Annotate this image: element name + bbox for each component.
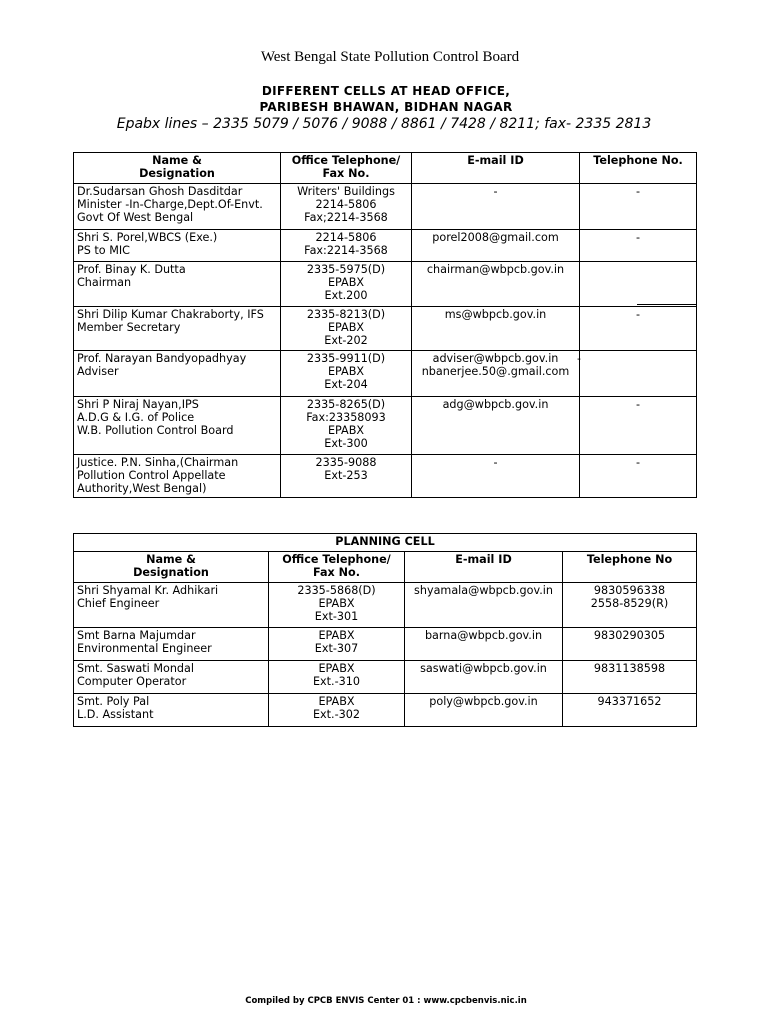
cell-line: E-mail ID — [467, 154, 524, 167]
table-header-row — [74, 552, 697, 583]
cell-line: Ext.-302 — [312, 708, 361, 721]
cell-line: EPABX — [327, 321, 365, 334]
table-row — [74, 230, 697, 262]
planning-cell-title: PLANNING CELL — [74, 534, 697, 552]
document-subtitle-2: PARIBESH BHAWAN, BIDHAN NAGAR — [259, 100, 513, 114]
cell-office-phone — [281, 397, 412, 455]
cell-line: EPABX — [327, 365, 365, 378]
cell-office-phone — [269, 583, 405, 628]
table-row — [74, 694, 697, 727]
cell-email — [412, 184, 580, 230]
cell-email — [405, 583, 563, 628]
cell-office-phone — [281, 455, 412, 498]
cell-email — [405, 628, 563, 661]
epabx-line: Epabx lines – 2335 5079 / 5076 / 9088 / 8861 / 7428 / 8211; fax- 2335 2813 — [116, 116, 652, 132]
cell-line: Fax:2214-3568 — [304, 244, 388, 257]
cell-line: - — [493, 456, 498, 469]
cell-line: Shri P Niraj Nayan,IPS — [77, 398, 199, 411]
cell-line: chairman@wbpcb.gov.in — [426, 263, 565, 276]
cell-name — [74, 628, 269, 661]
cell-email — [405, 694, 563, 727]
cell-line: Ext-202 — [324, 334, 368, 347]
cell-line: Designation — [139, 167, 215, 180]
cell-line: Fax;2214-3568 — [304, 211, 388, 224]
cell-line: Telephone No. — [593, 154, 683, 167]
cell-line: Ext-253 — [324, 469, 368, 482]
cell-line: porel2008@gmail.com — [432, 231, 559, 244]
cell-line: EPABX — [327, 424, 365, 437]
header-email — [405, 552, 563, 583]
cell-line: Designation — [133, 566, 209, 579]
cell-line: Member Secretary — [77, 321, 181, 334]
cell-line: Ext-301 — [314, 610, 359, 623]
cell-office-phone — [281, 351, 412, 397]
cell-line: EPABX — [318, 629, 355, 642]
table-row — [74, 307, 697, 351]
cell-email — [412, 351, 580, 397]
header-telephone — [580, 153, 697, 184]
cell-line: Prof. Binay K. Dutta — [77, 263, 186, 276]
cell-telephone — [580, 230, 697, 262]
cell-line: poly@wbpcb.gov.in — [429, 695, 538, 708]
cell-telephone — [580, 307, 697, 351]
cell-office-phone — [281, 184, 412, 230]
cell-name — [74, 262, 281, 307]
cell-email — [412, 397, 580, 455]
cell-line: 2558-8529(R) — [590, 597, 669, 610]
cell-line: Shri Dilip Kumar Chakraborty, IFS — [77, 308, 264, 321]
cell-office-phone — [281, 230, 412, 262]
table-row — [74, 628, 697, 661]
stray-rule — [637, 304, 696, 305]
cell-line: Telephone No — [586, 553, 673, 566]
header-name — [74, 552, 269, 583]
stray-dash-mark: - — [577, 352, 581, 365]
cell-line: - — [635, 185, 641, 198]
cell-line: 2214-5806 — [315, 198, 377, 211]
cell-name — [74, 661, 269, 694]
cell-telephone — [563, 694, 697, 727]
cell-line: Ext-300 — [324, 437, 368, 450]
cell-line: Fax:23358093 — [306, 411, 386, 424]
header-office-phone — [281, 153, 412, 184]
table-row — [74, 351, 697, 397]
header-telephone — [563, 552, 697, 583]
cell-line: - — [635, 231, 641, 244]
cell-line: Office Telephone/ — [291, 154, 401, 167]
cell-line: Ext.200 — [324, 289, 368, 302]
cell-line: barna@wbpcb.gov.in — [424, 629, 543, 642]
cell-line: PS to MIC — [77, 244, 130, 257]
cell-name — [74, 583, 269, 628]
cell-line: shyamala@wbpcb.gov.in — [414, 584, 553, 597]
cell-line: W.B. Pollution Control Board — [77, 424, 234, 437]
cell-line: - — [635, 308, 641, 321]
cell-line: Adviser — [77, 365, 119, 378]
cell-line: 2214-5806 — [315, 231, 377, 244]
cell-line: 2335-5868(D) — [297, 584, 376, 597]
cell-line: 943371652 — [597, 695, 662, 708]
cell-telephone — [563, 628, 697, 661]
table-row — [74, 583, 697, 628]
cell-line: Ext.-310 — [312, 675, 361, 688]
cell-name — [74, 351, 281, 397]
cell-office-phone — [269, 628, 405, 661]
cell-line: Office Telephone/ — [282, 553, 391, 566]
cell-email — [412, 307, 580, 351]
cell-line: 2335-5975(D) — [306, 263, 386, 276]
table-row — [74, 262, 697, 307]
cell-line: Computer Operator — [77, 675, 187, 688]
cell-name — [74, 455, 281, 498]
cell-line: EPABX — [318, 597, 355, 610]
cell-name — [74, 230, 281, 262]
cell-line: Shri Shyamal Kr. Adhikari — [77, 584, 219, 597]
cell-line: adviser@wbpcb.gov.in — [432, 352, 559, 365]
cell-email — [412, 230, 580, 262]
cell-line: Pollution Control Appellate — [77, 469, 226, 482]
cell-line: EPABX — [318, 695, 355, 708]
cell-line: Fax No. — [313, 566, 360, 579]
cell-line: Name & — [146, 553, 196, 566]
cell-telephone — [563, 583, 697, 628]
cell-line: adg@wbpcb.gov.in — [442, 398, 549, 411]
cell-telephone — [580, 351, 697, 397]
cell-line: Environmental Engineer — [77, 642, 212, 655]
cell-line: A.D.G & I.G. of Police — [77, 411, 195, 424]
cell-line: Govt Of West Bengal — [77, 211, 194, 224]
cell-line: Smt Barna Majumdar — [77, 629, 196, 642]
cell-line: Dr.Sudarsan Ghosh Dasditdar — [77, 185, 243, 198]
cell-line: 2335-8213(D) — [306, 308, 386, 321]
cell-line: Smt. Saswati Mondal — [77, 662, 194, 675]
cell-line: ms@wbpcb.gov.in — [444, 308, 547, 321]
cell-telephone — [580, 184, 697, 230]
cell-line: Name & — [152, 154, 202, 167]
table-title-row — [74, 534, 697, 552]
header-email — [412, 153, 580, 184]
table-row — [74, 397, 697, 455]
cell-line: Justice. P.N. Sinha,(Chairman — [77, 456, 239, 469]
cell-line: Fax No. — [322, 167, 370, 180]
cell-line: Prof. Narayan Bandyopadhyay — [77, 352, 247, 365]
footer-credit: Compiled by CPCB ENVIS Center 01 : www.cpcbenvis.nic.in — [245, 996, 527, 1006]
cell-office-phone — [281, 307, 412, 351]
cell-line: Chairman — [77, 276, 132, 289]
cell-line: EPABX — [318, 662, 355, 675]
cell-line: Authority,West Bengal) — [77, 482, 207, 495]
cell-line: Ext-307 — [314, 642, 359, 655]
cell-line: - — [493, 185, 498, 198]
cell-telephone — [580, 455, 697, 498]
planning-cell-table — [73, 533, 697, 727]
head-office-table — [73, 152, 697, 498]
cell-line: 2335-9911(D) — [306, 352, 386, 365]
cell-telephone — [563, 661, 697, 694]
cell-line: L.D. Assistant — [77, 708, 154, 721]
cell-line: Shri S. Porel,WBCS (Exe.) — [77, 231, 218, 244]
cell-name — [74, 397, 281, 455]
cell-telephone — [580, 262, 697, 307]
cell-line: Writers' Buildings — [297, 185, 395, 198]
cell-line: Minister -In-Charge,Dept.Of-Envt. — [77, 198, 263, 211]
cell-line: Ext-204 — [324, 378, 368, 391]
cell-line: - — [635, 398, 641, 411]
cell-email — [412, 455, 580, 498]
cell-line: Chief Engineer — [77, 597, 160, 610]
table-row — [74, 184, 697, 230]
table-header-row — [74, 153, 697, 184]
cell-line: Smt. Poly Pal — [77, 695, 150, 708]
cell-line: EPABX — [327, 276, 365, 289]
cell-name — [74, 184, 281, 230]
document-title: West Bengal State Pollution Control Board — [260, 49, 520, 65]
table-row — [74, 661, 697, 694]
cell-line: 2335-8265(D) — [306, 398, 386, 411]
cell-line: 9831138598 — [593, 662, 666, 675]
cell-line: 9830290305 — [593, 629, 666, 642]
cell-line: saswati@wbpcb.gov.in — [420, 662, 547, 675]
cell-line: nbanerjee.50@.gmail.com — [421, 365, 570, 378]
cell-email — [412, 262, 580, 307]
cell-office-phone — [281, 262, 412, 307]
document-subtitle-1: DIFFERENT CELLS AT HEAD OFFICE, — [261, 84, 511, 98]
cell-line: - — [635, 456, 641, 469]
cell-line: 2335-9088 — [315, 456, 377, 469]
cell-office-phone — [269, 694, 405, 727]
cell-telephone — [580, 397, 697, 455]
cell-email — [405, 661, 563, 694]
header-name — [74, 153, 281, 184]
cell-line: E-mail ID — [455, 553, 512, 566]
cell-line: 9830596338 — [593, 584, 666, 597]
cell-name — [74, 307, 281, 351]
header-office-phone — [269, 552, 405, 583]
table-row — [74, 455, 697, 498]
cell-office-phone — [269, 661, 405, 694]
cell-name — [74, 694, 269, 727]
